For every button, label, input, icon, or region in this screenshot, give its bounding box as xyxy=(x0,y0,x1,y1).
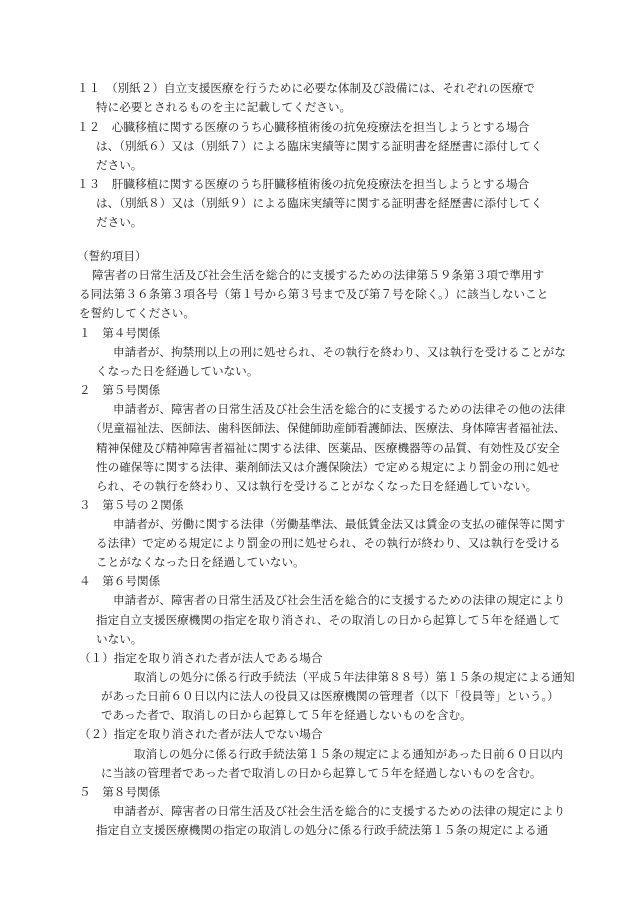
item-2-line-1: 申請者が、障害者の日常生活及び社会生活を総合的に支援するための法律その他の法律 xyxy=(113,402,566,416)
item-2-line-3: 精神保健及び精神障害者福祉に関する法律、医薬品、医療機器等の品質、有効性及び安全 xyxy=(96,441,560,455)
item-4-heading: ４ 第６号関係 xyxy=(79,574,161,588)
item-4-line-2: 指定自立支援医療機関の指定を取り消され、その取消しの日から起算して５年を経過して xyxy=(96,613,561,627)
note-12-line-1: １２ 心臓移植に関する医療のうち心臓移植術後の抗免疫療法を担当しようとする場合 xyxy=(77,120,530,134)
item-2-line-4: 性の確保等に関する法律、薬剤師法又は介護保険法）で定める規定により罰金の刑に処せ xyxy=(96,460,560,474)
item-4-line-1: 申請者が、障害者の日常生活及び社会生活を総合的に支援するための法律の規定により xyxy=(113,593,566,607)
pledge-intro-line-3: を誓約してください。 xyxy=(79,306,195,320)
pledge-heading: （誓約項目） xyxy=(77,249,147,263)
item-1-heading: １ 第４号関係 xyxy=(79,326,161,340)
item-2-line-2: （児童福祉法、医師法、歯科医師法、保健師助産師看護師法、医療法、身体障害者福祉法、 xyxy=(90,421,566,435)
note-13-line-1: １３ 肝臓移植に関する医療のうち肝臓移植術後の抗免疫療法を担当しようとする場合 xyxy=(77,177,530,191)
item-5-line-1: 申請者が、障害者の日常生活及び社会生活を総合的に支援するための法律の規定により xyxy=(113,804,566,818)
note-12-line-3: ださい。 xyxy=(96,158,143,172)
note-11-line-2: 特に必要とされるものを主に記載してください。 xyxy=(96,100,352,114)
item-4-line-3: いない。 xyxy=(96,632,143,646)
item-3-heading: ３ 第５号の２関係 xyxy=(79,498,184,512)
item-4-sub-1-line-1: 取消しの処分に係る行政手続法（平成５年法律第８８号）第１５条の規定による通知 xyxy=(134,670,575,684)
item-3-line-1: 申請者が、労働に関する法律（労働基準法、最低賃金法又は賃金の支払の確保等に関す xyxy=(113,517,566,531)
pledge-intro-line-1: 障害者の日常生活及び社会生活を総合的に支援するための法律第５９条第３項で準用す xyxy=(92,268,545,282)
note-12-line-2: は、（別紙６）又は（別紙７）による臨床実績等に関する証明書を経歴書に添付してく xyxy=(96,139,543,153)
item-2-heading: ２ 第５号関係 xyxy=(79,383,161,397)
note-13-line-3: ださい。 xyxy=(96,215,143,229)
note-13-line-2: は、（別紙８）又は（別紙９）による臨床実績等に関する証明書を経歴書に添付してく xyxy=(96,196,543,210)
item-5-heading: ５ 第８号関係 xyxy=(79,785,161,799)
item-5-line-2: 指定自立支援医療機関の指定の取消しの処分に係る行政手続法第１５条の規定による通 xyxy=(96,823,549,837)
pledge-intro-line-2: る同法第３６条第３項各号（第１号から第３号まで及び第７号を除く。）に該当しないこと xyxy=(79,287,549,301)
note-11-line-1: １１ （別紙２）自立支援医療を行うために必要な体制及び設備には、それぞれの医療で xyxy=(77,81,535,95)
item-1-line-1: 申請者が、拘禁刑以上の刑に処せられ、その執行を終わり、又は執行を受けることがな xyxy=(113,345,566,359)
item-4-sub-2-line-1: 取消しの処分に係る行政手続法第１５条の規定による通知があった日前６０日以内 xyxy=(134,747,563,761)
item-4-sub-1-heading: （１）指定を取り消された者が法人である場合 xyxy=(79,651,323,665)
item-3-line-3: ことがなくなった日を経過していない。 xyxy=(96,555,305,569)
item-3-line-2: る法律）で定める規定により罰金の刑に処せられ、その執行が終わり、又は執行を受ける xyxy=(96,536,561,550)
item-4-sub-2-heading: （２）指定を取り消された者が法人でない場合 xyxy=(79,727,323,741)
item-1-line-2: くなった日を経過していない。 xyxy=(96,364,259,378)
item-2-line-5: られ、その執行を終わり、又は執行を受けることがなくなった日を経過していない。 xyxy=(96,479,538,493)
item-4-sub-1-line-3: であった者で、取消しの日から起算して５年を経過しないものを含む。 xyxy=(101,708,472,722)
item-4-sub-2-line-2: に当該の管理者であった者で取消しの日から起算して５年を経過しないものを含む。 xyxy=(101,766,542,780)
item-4-sub-1-line-2: があった日前６０日以内に法人の役員又は医療機関の管理者（以下「役員等」という。） xyxy=(101,689,559,703)
